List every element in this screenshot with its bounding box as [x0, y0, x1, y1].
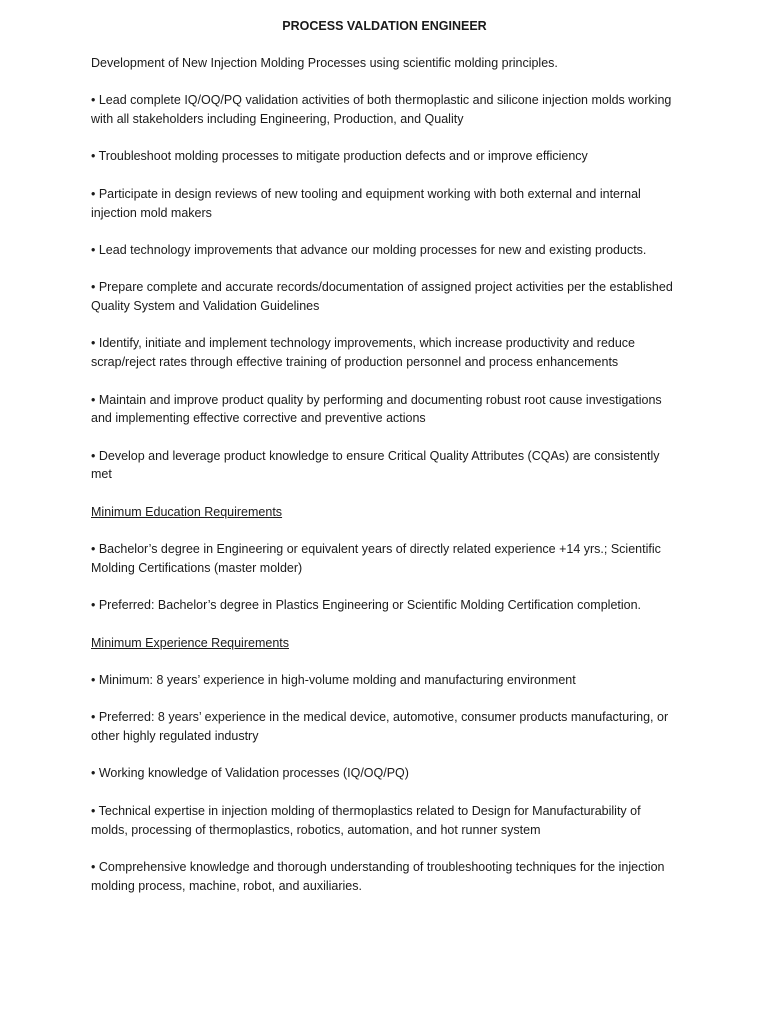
responsibility-item: • Develop and leverage product knowledge to ensure Critical Quality Attributes (CQAs) are consistently met	[91, 448, 660, 482]
experience-item: • Comprehensive knowledge and thorough understanding of troubleshooting techniques for the injection molding process, machine, robot, and auxiliaries.	[91, 859, 665, 893]
responsibility-item: • Participate in design reviews of new tooling and equipment working with both external and internal injection mold makers	[91, 186, 641, 220]
experience-item: • Minimum: 8 years’ experience in high-volume molding and manufacturing environment	[91, 673, 576, 687]
experience-item: • Technical expertise in injection molding of thermoplastics related to Design for Manufacturability of molds, processing of thermoplastics, robotics, automation, and hot runner system	[91, 803, 641, 837]
responsibility-item: • Lead complete IQ/OQ/PQ validation activities of both thermoplastic and silicone injection molds working with all stakeholders including Engineering, Production, and Quality	[91, 93, 672, 127]
education-item: • Preferred: Bachelor’s degree in Plastics Engineering or Scientific Molding Certification completion.	[91, 598, 642, 613]
responsibility-item: • Prepare complete and accurate records/documentation of assigned project activities per the established Quality System and Validation Guidelines	[91, 280, 673, 314]
intro-paragraph: Development of New Injection Molding Processes using scientific molding principles.	[91, 56, 558, 70]
document-title: PROCESS VALDATION ENGINEER	[282, 19, 487, 33]
responsibility-item: • Identify, initiate and implement technology improvements, which increase productivity and reduce scrap/reject rates through effective training of production personnel and process enhancements	[91, 336, 636, 370]
responsibility-item: • Lead technology improvements that advance our molding processes for new and existing products.	[91, 242, 647, 257]
experience-item: • Preferred: 8 years’ experience in the medical device, automotive, consumer products manufacturing, or other highly regulated industry	[91, 710, 669, 744]
education-item: • Bachelor’s degree in Engineering or equivalent years of directly related experience +14 yrs.; Scientific Molding Certifications (master molder)	[91, 542, 661, 575]
education-heading: Minimum Education Requirements	[91, 504, 283, 519]
responsibility-item: • Maintain and improve product quality by performing and documenting robust root cause investigations and implementing effective corrective and preventive actions	[91, 392, 662, 426]
responsibility-item: • Troubleshoot molding processes to mitigate production defects and or improve efficiency	[91, 149, 588, 164]
experience-item: • Working knowledge of Validation processes (IQ/OQ/PQ)	[91, 766, 409, 781]
experience-heading: Minimum Experience Requirements	[91, 635, 289, 650]
